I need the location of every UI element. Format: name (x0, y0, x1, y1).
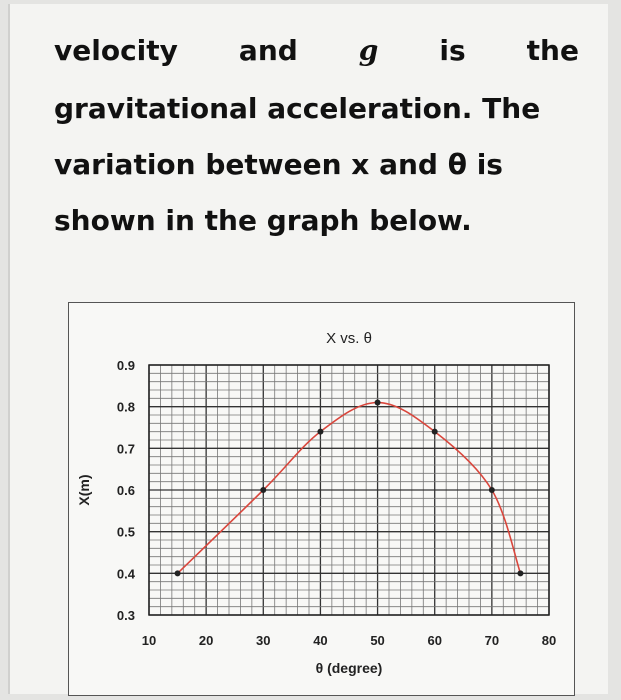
y-axis-label: X(m) (76, 474, 92, 506)
word-velocity: velocity (54, 34, 178, 67)
data-point (375, 400, 381, 406)
x-vs-theta-chart (69, 303, 574, 695)
x-axis-label: θ (degree) (315, 660, 383, 676)
word-the: the (526, 34, 579, 67)
data-point (175, 570, 181, 576)
x-tick-label: 10 (141, 633, 157, 648)
y-tick-label: 0.3 (116, 608, 135, 623)
data-point (317, 429, 323, 435)
text-line-3: variation between x and θ is (54, 148, 503, 181)
word-g: g (358, 34, 379, 67)
data-point (432, 429, 438, 435)
word-and: and (238, 34, 298, 67)
data-point (489, 487, 495, 493)
y-tick-label: 0.8 (116, 399, 135, 415)
y-tick-label: 0.5 (116, 524, 135, 540)
document-page (8, 4, 608, 694)
data-point (260, 487, 266, 493)
y-tick-label: 0.9 (116, 358, 135, 373)
data-point (517, 570, 523, 576)
y-tick-label: 0.4 (116, 566, 135, 582)
x-tick-label: 50 (370, 633, 385, 648)
x-tick-label: 70 (484, 633, 500, 648)
x-tick-label: 60 (427, 633, 442, 648)
text-line-1 (54, 34, 579, 67)
text-line-4: shown in the graph below. (54, 204, 472, 237)
word-is: is (439, 34, 466, 67)
text-line-2: gravitational acceleration. The (54, 92, 541, 125)
x-tick-label: 30 (256, 633, 271, 648)
chart-frame (68, 302, 575, 696)
chart-title: X vs. θ (326, 330, 372, 347)
x-tick-label: 40 (313, 633, 328, 648)
x-tick-label: 20 (198, 633, 214, 648)
series (175, 400, 524, 577)
x-tick-label: 80 (541, 633, 557, 648)
y-tick-label: 0.7 (116, 441, 135, 457)
y-tick-label: 0.6 (116, 483, 135, 498)
